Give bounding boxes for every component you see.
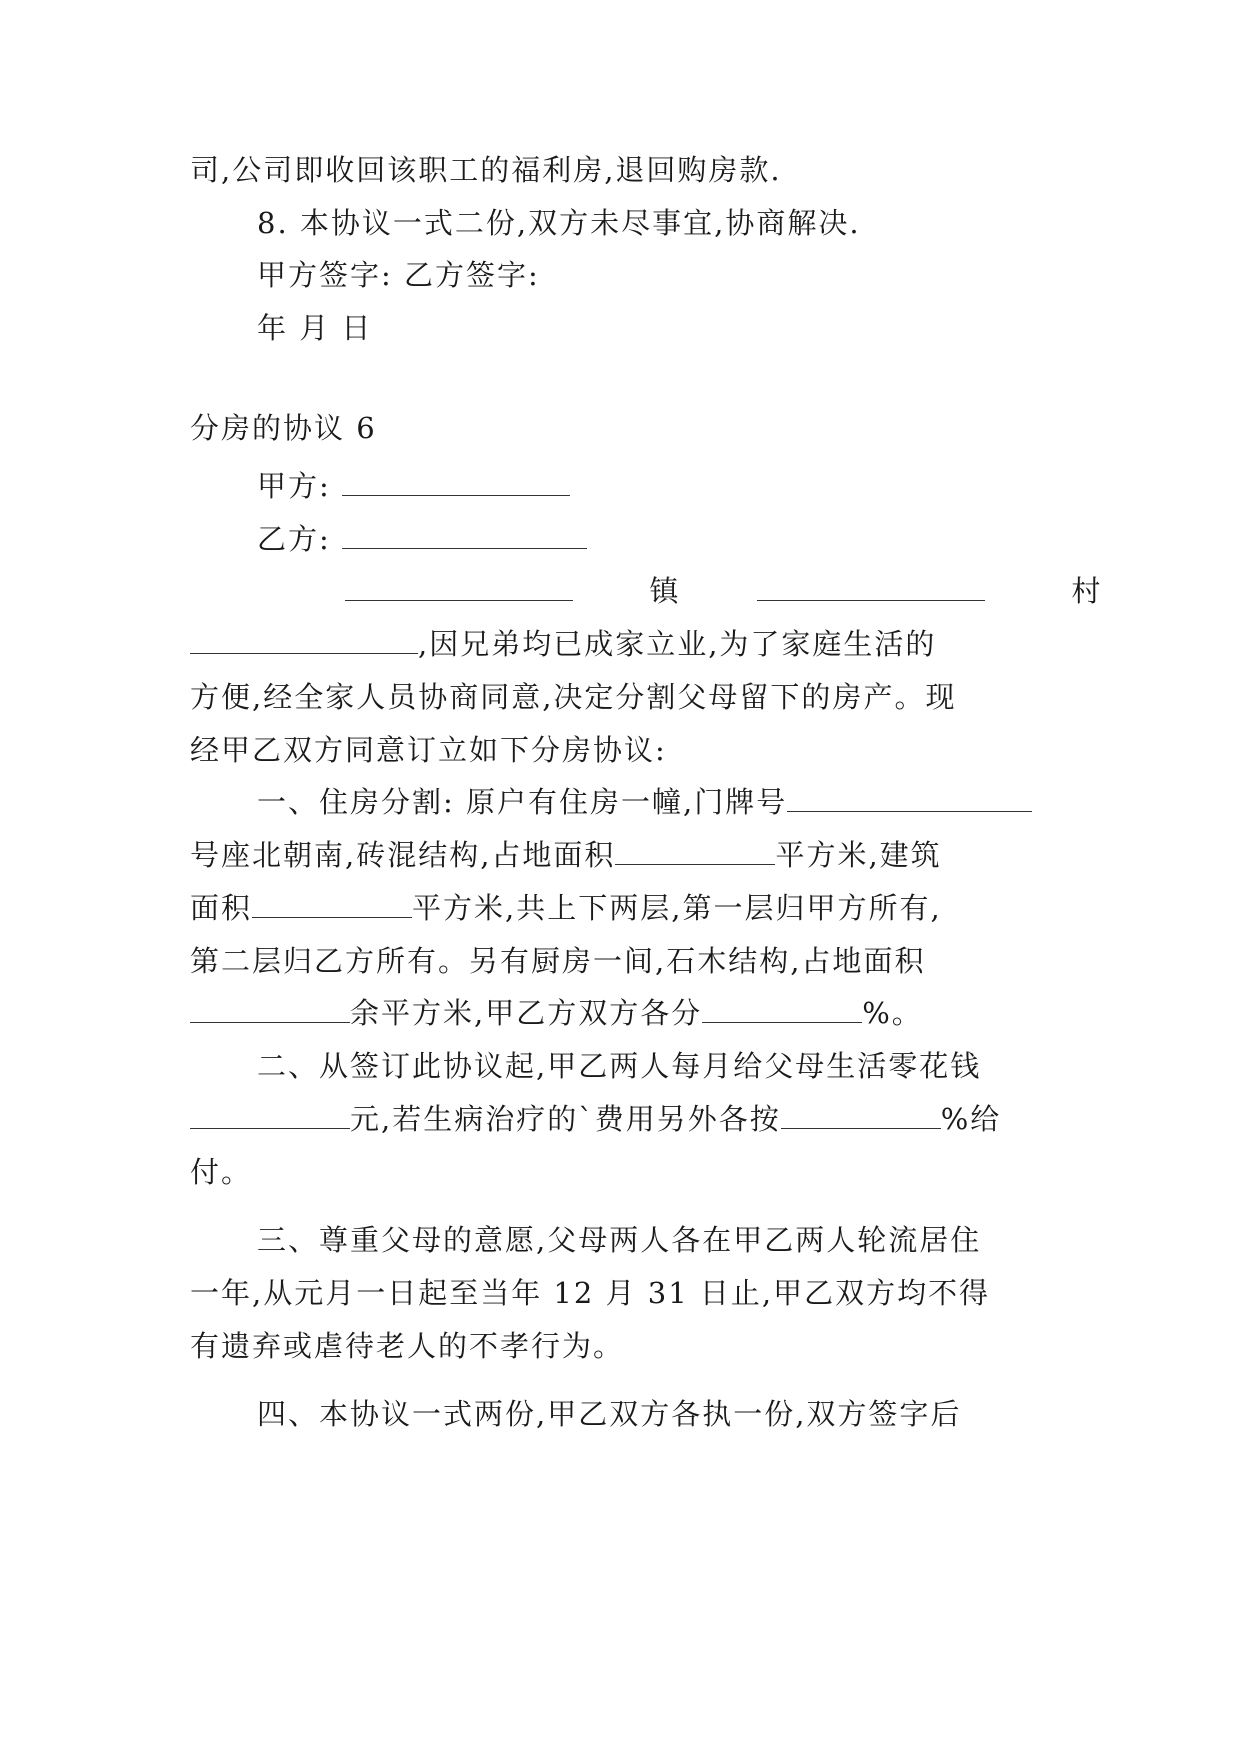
section-3-line-1: 三、尊重父母的意愿,父母两人各在甲乙两人轮流居住 [257, 1223, 982, 1257]
intro-line-1 [190, 624, 1050, 664]
section-1-line-1 [257, 782, 1050, 822]
share-percent-blank[interactable] [702, 996, 862, 1023]
section-1-text-3a: 面积 [190, 891, 253, 925]
party-a-label: 甲方: [257, 469, 331, 503]
land-area-blank[interactable] [615, 838, 775, 865]
kitchen-area-blank[interactable] [190, 996, 350, 1023]
intro-text-1: ,因兄弟均已成家立业,为了家庭生活的 [418, 627, 937, 661]
section-4-line-1: 四、本协议一式两份,甲乙双方各执一份,双方签字后 [257, 1397, 962, 1431]
prev-section-line: 司,公司即收回该职工的福利房,退回购房款. [190, 153, 782, 187]
section-1-text-3b: 平方米,共上下两层,第一层归甲方所有, [412, 891, 942, 925]
prev-section-item-8: 8. 本协议一式二份,双方未尽事宜,协商解决. [257, 206, 861, 240]
allowance-blank[interactable] [190, 1102, 350, 1129]
section-1-text-2a: 号座北朝南,砖混结构,占地面积 [190, 838, 616, 872]
intro-line-2: 方便,经全家人员协商同意,决定分割父母留下的房产。现 [190, 680, 957, 714]
town-label: 镇 [649, 574, 681, 608]
village-label: 村 [1071, 574, 1103, 608]
address-line [345, 571, 1103, 611]
section-3-line-2: 一年,从元月一日起至当年 12 月 31 日止,甲乙双方均不得 [190, 1276, 991, 1310]
party-b-label: 乙方: [257, 522, 331, 556]
section-2-text-2b: %给 [940, 1102, 1002, 1136]
party-b-line [257, 519, 1050, 559]
party-a-line [257, 466, 1050, 506]
party-a-blank[interactable] [342, 469, 570, 496]
party-b-blank[interactable] [342, 522, 587, 549]
house-number-blank[interactable] [787, 785, 1032, 812]
group-blank[interactable] [190, 627, 418, 654]
document-title: 分房的协议 6 [190, 411, 377, 445]
section-2-line-3: 付。 [190, 1155, 253, 1189]
medical-percent-blank[interactable] [781, 1102, 941, 1129]
date-line: 年 月 日 [257, 311, 373, 345]
section-2-line-2 [190, 1099, 1050, 1139]
town-blank[interactable] [345, 574, 573, 601]
section-1-line-3 [190, 888, 1050, 928]
section-1-text-5a: 余平方米,甲乙方双方各分 [350, 996, 703, 1030]
section-1-line-2 [190, 835, 1050, 875]
signature-line: 甲方签字: 乙方签字: [257, 258, 540, 292]
section-1-text-1: 一、住房分割: 原户有住房一幢,门牌号 [257, 785, 788, 819]
intro-line-3: 经甲乙双方同意订立如下分房协议: [190, 733, 667, 767]
building-area-blank[interactable] [252, 891, 412, 918]
section-1-line-5 [190, 993, 1050, 1033]
section-1-line-4: 第二层归乙方所有。另有厨房一间,石木结构,占地面积 [190, 944, 926, 978]
village-blank[interactable] [757, 574, 985, 601]
section-1-text-2b: 平方米,建筑 [775, 838, 942, 872]
section-1-text-5b: %。 [862, 996, 923, 1030]
section-2-line-1: 二、从签订此协议起,甲乙两人每月给父母生活零花钱 [257, 1049, 982, 1083]
section-3-line-3: 有遗弃或虐待老人的不孝行为。 [190, 1329, 625, 1363]
section-2-text-2a: 元,若生病治疗的`费用另外各按 [350, 1102, 781, 1136]
